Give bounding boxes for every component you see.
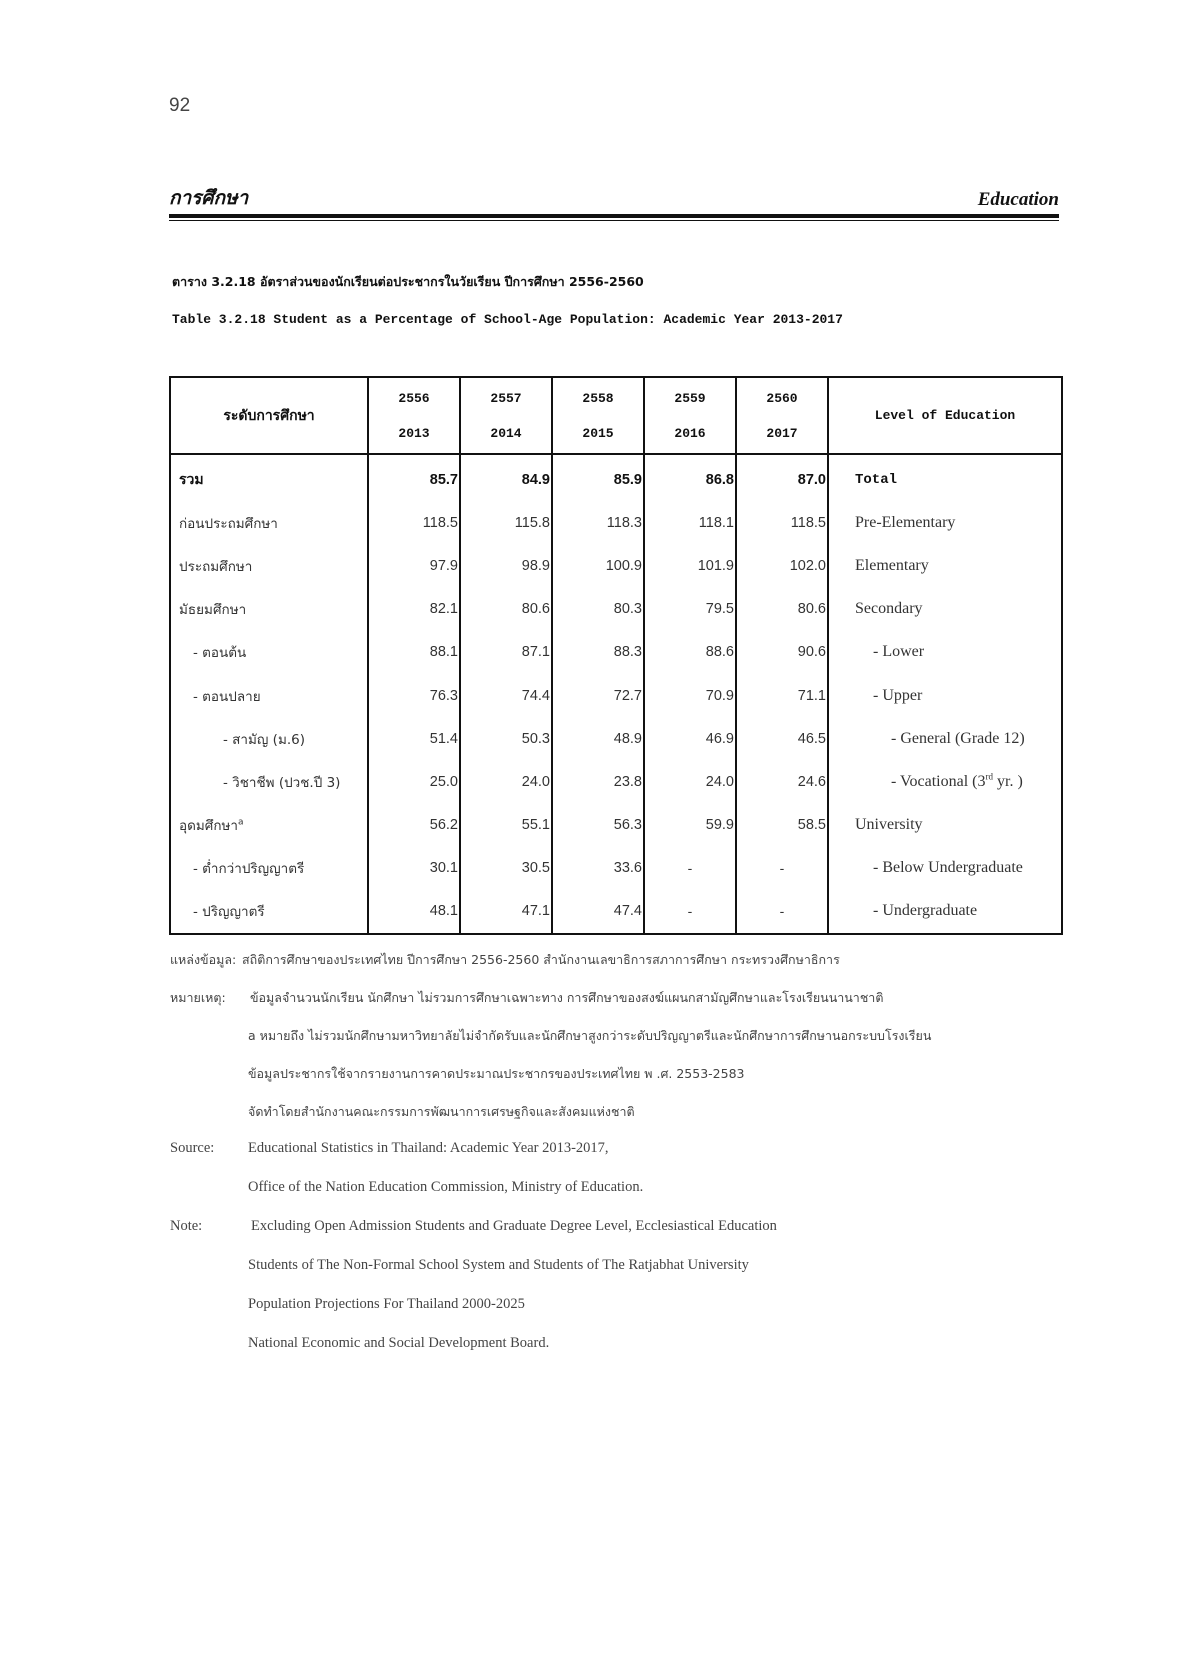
- row-label-english: Pre-Elementary: [828, 501, 1062, 544]
- note-text-english: Population Projections For Thailand 2000-2025: [248, 1296, 525, 1312]
- note-text-thai: ข้อมูลจำนวนนักเรียน นักศึกษา ไม่รวมการศึกษาเฉพาะทาง การศึกษาของสงฆ์แผนกสามัญศึกษาและโรงเรียนนานาชาติ: [250, 990, 884, 1005]
- cell-value: 115.8: [460, 501, 552, 544]
- row-label-thai: - วิชาชีพ (ปวช.ปี 3): [170, 760, 368, 803]
- cell-value: 46.5: [736, 717, 828, 760]
- table-row: [170, 674, 1062, 717]
- cell-value: -: [644, 890, 736, 934]
- cell-value: 23.8: [552, 760, 644, 803]
- ordinal-superscript: rd: [985, 771, 993, 782]
- cell-value: 88.6: [644, 631, 736, 674]
- cell-value: 51.4: [368, 717, 460, 760]
- cell-value: 30.1: [368, 847, 460, 890]
- row-label-english: [828, 760, 1062, 803]
- row-label-thai: - ตอนต้น: [170, 631, 368, 674]
- cell-value: 24.6: [736, 760, 828, 803]
- cell-value: 87.1: [460, 631, 552, 674]
- label-text: - Vocational (3: [891, 772, 986, 790]
- year-english: 2014: [490, 425, 522, 441]
- cell-value: 55.1: [460, 804, 552, 847]
- source-label-english: Source:: [170, 1140, 215, 1156]
- source-text-thai: สถิติการศึกษาของประเทศไทย ปีการศึกษา 2556-2560 สำนักงานเลขาธิการสภาการศึกษา กระทรวงศึกษาธิการ: [242, 952, 840, 967]
- cell-value: 50.3: [460, 717, 552, 760]
- cell-value: 101.9: [644, 544, 736, 587]
- row-label-english: Secondary: [828, 588, 1062, 631]
- column-header-year: [460, 377, 552, 454]
- header-title-english: Education: [977, 189, 1059, 210]
- cell-value: 24.0: [460, 760, 552, 803]
- row-label-english: - General (Grade 12): [828, 717, 1062, 760]
- row-label-english: - Lower: [828, 631, 1062, 674]
- column-header-year: [552, 377, 644, 454]
- cell-value: 102.0: [736, 544, 828, 587]
- cell-value: 70.9: [644, 674, 736, 717]
- row-label-thai: - สามัญ (ม.6): [170, 717, 368, 760]
- note-text-thai: จัดทำโดยสำนักงานคณะกรรมการพัฒนาการเศรษฐกิจและสังคมแห่งชาติ: [248, 1104, 635, 1119]
- source-text-english: Office of the Nation Education Commission, Ministry of Education.: [248, 1179, 644, 1195]
- cell-value: -: [736, 890, 828, 934]
- cell-value: 56.3: [552, 804, 644, 847]
- source-label-thai: แหล่งข้อมูล:: [170, 952, 237, 967]
- cell-value: 97.9: [368, 544, 460, 587]
- cell-value: 118.1: [644, 501, 736, 544]
- column-header-thai: ระดับการศึกษา: [170, 377, 368, 454]
- year-thai: 2557: [490, 390, 522, 406]
- row-label-english: Elementary: [828, 544, 1062, 587]
- cell-value: 98.9: [460, 544, 552, 587]
- header-rule-thick: [169, 214, 1059, 218]
- note-label-english: Note:: [170, 1218, 203, 1234]
- cell-value: 84.9: [460, 454, 552, 501]
- cell-value: 47.4: [552, 890, 644, 934]
- row-label-english: Total: [828, 454, 1062, 501]
- cell-value: -: [644, 847, 736, 890]
- header-rule-thin: [169, 220, 1059, 221]
- cell-value: 30.5: [460, 847, 552, 890]
- year-english: 2016: [674, 425, 706, 441]
- row-label-thai: รวม: [170, 454, 368, 501]
- row-label-english: - Upper: [828, 674, 1062, 717]
- year-thai: 2559: [674, 390, 706, 406]
- cell-value: 85.9: [552, 454, 644, 501]
- cell-value: 72.7: [552, 674, 644, 717]
- cell-value: 47.1: [460, 890, 552, 934]
- cell-value: 48.1: [368, 890, 460, 934]
- table-row: [170, 847, 1062, 890]
- education-table: [169, 376, 1063, 935]
- table-row: [170, 760, 1062, 803]
- header-title-thai: การศึกษา: [169, 187, 249, 209]
- cell-value: 118.5: [736, 501, 828, 544]
- table-caption-english: Table 3.2.18 Student as a Percentage of School-Age Population: Academic Year 2013-2017: [172, 312, 843, 327]
- note-text-thai: ข้อมูลประชากรใช้จากรายงานการคาดประมาณประชากรของประเทศไทย พ .ศ. 2553-2583: [248, 1066, 745, 1081]
- year-thai: 2556: [398, 390, 430, 406]
- row-label-thai: - ต่ำกว่าปริญญาตรี: [170, 847, 368, 890]
- footnote-marker: a: [238, 817, 244, 828]
- row-label-thai: มัธยมศึกษา: [170, 588, 368, 631]
- table-caption-thai: ตาราง 3.2.18 อัตราส่วนของนักเรียนต่อประชากรในวัยเรียน ปีการศึกษา 2556-2560: [172, 274, 644, 289]
- column-header-english: Level of Education: [828, 377, 1062, 454]
- cell-value: 24.0: [644, 760, 736, 803]
- cell-value: 80.3: [552, 588, 644, 631]
- running-header: [169, 183, 1059, 213]
- cell-value: 86.8: [644, 454, 736, 501]
- cell-value: 82.1: [368, 588, 460, 631]
- table-row: [170, 631, 1062, 674]
- cell-value: 88.3: [552, 631, 644, 674]
- cell-value: 90.6: [736, 631, 828, 674]
- note-label-thai: หมายเหตุ:: [170, 990, 226, 1005]
- label-text: อุดมศึกษา: [179, 818, 238, 835]
- row-label-thai: [170, 804, 368, 847]
- cell-value: 88.1: [368, 631, 460, 674]
- cell-value: 46.9: [644, 717, 736, 760]
- row-label-thai: - ปริญญาตรี: [170, 890, 368, 934]
- note-text-english: Excluding Open Admission Students and Graduate Degree Level, Ecclesiastical Education: [251, 1218, 777, 1234]
- row-label-thai: ประถมศึกษา: [170, 544, 368, 587]
- table-row: [170, 804, 1062, 847]
- year-english: 2015: [582, 425, 614, 441]
- year-english: 2013: [398, 425, 430, 441]
- cell-value: 100.9: [552, 544, 644, 587]
- cell-value: 118.5: [368, 501, 460, 544]
- cell-value: 85.7: [368, 454, 460, 501]
- cell-value: 76.3: [368, 674, 460, 717]
- note-text-english: Students of The Non-Formal School System and Students of The Ratjabhat University: [248, 1257, 749, 1273]
- cell-value: 58.5: [736, 804, 828, 847]
- cell-value: 80.6: [736, 588, 828, 631]
- row-label-thai: - ตอนปลาย: [170, 674, 368, 717]
- row-label-english: - Undergraduate: [828, 890, 1062, 934]
- year-english: 2017: [766, 425, 798, 441]
- table-header-row: [170, 377, 1062, 454]
- column-header-year: [368, 377, 460, 454]
- label-text: yr. ): [993, 772, 1023, 790]
- source-text-english: Educational Statistics in Thailand: Academic Year 2013-2017,: [248, 1140, 609, 1156]
- year-thai: 2560: [766, 390, 798, 406]
- page-number: 92: [169, 95, 191, 116]
- table-row: [170, 717, 1062, 760]
- table-row: [170, 588, 1062, 631]
- cell-value: 48.9: [552, 717, 644, 760]
- column-header-year: [644, 377, 736, 454]
- cell-value: 87.0: [736, 454, 828, 501]
- cell-value: 79.5: [644, 588, 736, 631]
- cell-value: 56.2: [368, 804, 460, 847]
- cell-value: -: [736, 847, 828, 890]
- cell-value: 71.1: [736, 674, 828, 717]
- cell-value: 80.6: [460, 588, 552, 631]
- row-label-english: University: [828, 804, 1062, 847]
- column-header-year: [736, 377, 828, 454]
- table-row: [170, 501, 1062, 544]
- cell-value: 118.3: [552, 501, 644, 544]
- note-text-english: National Economic and Social Development Board.: [248, 1335, 550, 1351]
- cell-value: 74.4: [460, 674, 552, 717]
- cell-value: 33.6: [552, 847, 644, 890]
- note-text-thai: a หมายถึง ไม่รวมนักศึกษามหาวิทยาลัยไม่จำกัดรับและนักศึกษาสูงกว่าระดับปริญญาตรีและนักศึกษาการศึกษานอกระบบโรงเรียน: [248, 1028, 932, 1043]
- cell-value: 59.9: [644, 804, 736, 847]
- row-label-thai: ก่อนประถมศึกษา: [170, 501, 368, 544]
- year-thai: 2558: [582, 390, 614, 406]
- row-label-english: - Below Undergraduate: [828, 847, 1062, 890]
- cell-value: 25.0: [368, 760, 460, 803]
- table-row: [170, 890, 1062, 934]
- table-row: [170, 544, 1062, 587]
- table-row: [170, 454, 1062, 501]
